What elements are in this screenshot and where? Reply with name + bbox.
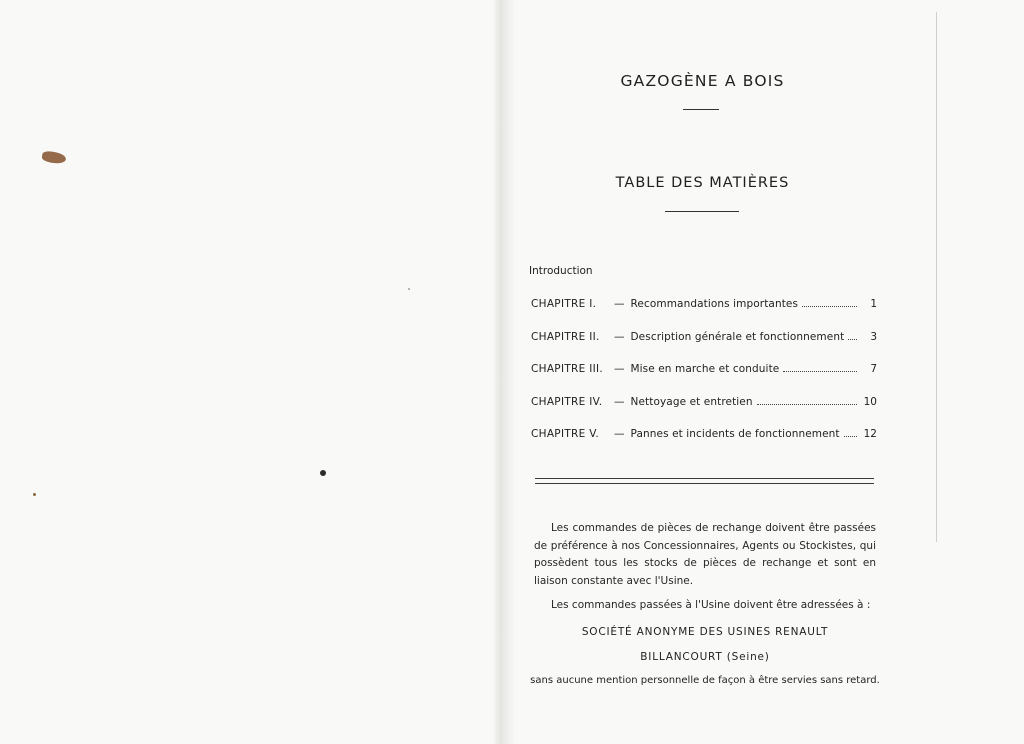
small-spot-mark (33, 493, 36, 496)
toc-chapter-label: CHAPITRE I. (531, 298, 597, 310)
toc-dot-leader (783, 362, 857, 372)
document-title: GAZOGÈNE A BOIS (620, 72, 785, 90)
address-intro-paragraph: Les commandes passées à l'Usine doivent être adressées à : (551, 599, 871, 611)
toc-dot-leader (848, 330, 857, 340)
toc-entry (531, 362, 877, 378)
toc-dash: — (614, 298, 625, 310)
toc-dot-leader (757, 395, 857, 405)
toc-dash: — (614, 331, 625, 343)
ink-spot-mark (320, 470, 326, 476)
toc-chapter-title: Recommandations importantes (630, 298, 799, 310)
toc-heading: TABLE DES MATIÈRES (615, 175, 790, 191)
company-name: SOCIÉTÉ ANONYME DES USINES RENAULT (581, 626, 829, 638)
toc-heading-rule (665, 211, 739, 212)
toc-entry (531, 427, 877, 443)
book-gutter (492, 0, 514, 744)
toc-chapter-title: Nettoyage et entretien (630, 396, 753, 408)
toc-page-number: 1 (870, 298, 877, 310)
toc-page-number: 10 (863, 396, 877, 408)
toc-page-number: 7 (870, 363, 877, 375)
toc-entry (531, 297, 877, 313)
toc-entry (531, 330, 877, 346)
toc-dot-leader (844, 427, 857, 437)
left-page-blank (0, 0, 498, 744)
toc-dot-leader (802, 297, 857, 307)
toc-page-number: 3 (870, 331, 877, 343)
toc-chapter-title: Mise en marche et conduite (630, 363, 780, 375)
toc-dash: — (614, 396, 625, 408)
paper-stain-mark (41, 150, 66, 164)
toc-chapter-title: Pannes et incidents de fonctionnement (630, 428, 840, 440)
toc-dash: — (614, 363, 625, 375)
toc-entry (531, 395, 877, 411)
toc-chapter-title: Description générale et fonctionnement (630, 331, 845, 343)
toc-chapter-label: CHAPITRE II. (531, 331, 600, 343)
section-divider-top (535, 478, 874, 479)
toc-dash: — (614, 428, 625, 440)
toc-page-number: 12 (863, 428, 877, 440)
ordering-paragraph: Les commandes de pièces de rechange doivent être passées de préférence à nos Concessionnaires, Agents ou Stockistes, qui possèdent tous les stocks de pièces de rechange et sont en liaison constante avec l'Usine. (534, 522, 876, 587)
section-divider-bottom (535, 483, 874, 484)
page-edge-line (936, 12, 937, 542)
faint-spot-mark (408, 288, 410, 290)
toc-chapter-label: CHAPITRE V. (531, 428, 599, 440)
closing-note: sans aucune mention personnelle de façon à être servies sans retard. (530, 675, 880, 686)
toc-introduction: Introduction (529, 265, 593, 277)
toc-chapter-label: CHAPITRE III. (531, 363, 604, 375)
title-rule (683, 109, 719, 110)
company-city: BILLANCOURT (Seine) (640, 651, 770, 663)
toc-chapter-label: CHAPITRE IV. (531, 396, 603, 408)
